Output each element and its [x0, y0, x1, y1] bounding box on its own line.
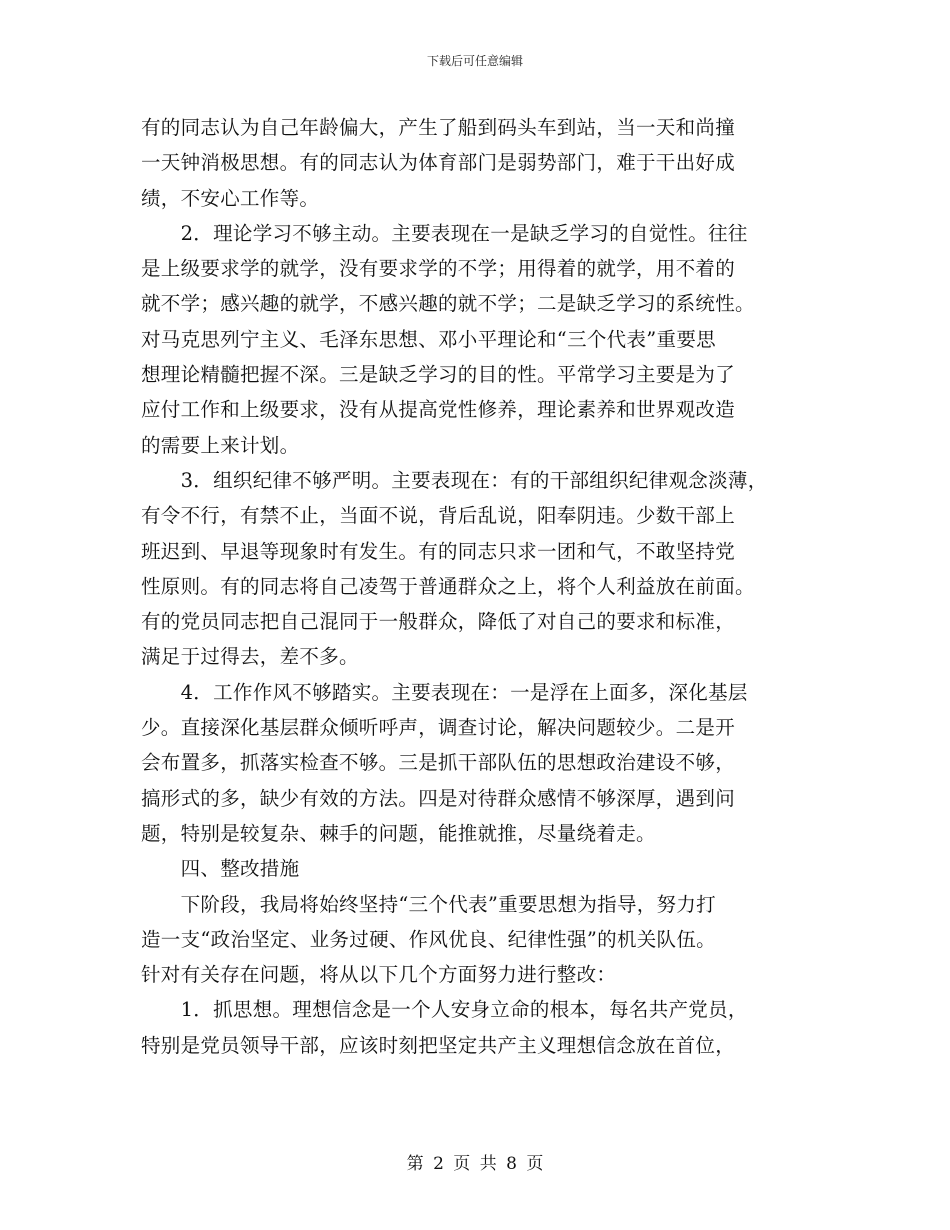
text-line: 性原则。有的同志将自己凌驾于普通群众之上，将个人利益放在前面。 [141, 574, 755, 598]
page-header: 下载后可任意编辑 [426, 54, 523, 68]
text-line: 造一支“政治坚定、业务过硬、作风优良、纪律性强”的机关队伍。 [141, 927, 716, 951]
text-line: 绩，不安心工作等。 [141, 186, 320, 210]
text-line: 有的同志认为自己年龄偏大，产生了船到码头车到站，当一天和尚撞 [141, 116, 736, 139]
text-line: 4．工作作风不够踏实。主要表现在：一是浮在上面多，深化基层 [141, 680, 748, 704]
text-line: 2．理论学习不够主动。主要表现在一是缺乏学习的自觉性。往往 [141, 221, 748, 245]
text-line: 针对有关存在问题，将从以下几个方面努力进行整改： [141, 963, 617, 987]
section-heading: 四、整改措施 [141, 857, 300, 881]
text-line: 有令不行，有禁不止，当面不说，背后乱说，阳奉阴违。少数干部上 [141, 504, 736, 528]
text-line: 班迟到、早退等现象时有发生。有的同志只求一团和气，不敢坚持党 [141, 539, 736, 563]
text-line: 是上级要求学的就学，没有要求学的不学；用得着的就学，用不着的 [141, 257, 736, 281]
text-line: 下阶段，我局将始终坚持“三个代表”重要思想为指导，努力打 [141, 892, 716, 916]
page-number-footer: 第 2 页 共 8 页 [406, 1154, 544, 1174]
text-line: 想理论精髓把握不深。三是缺乏学习的目的性。平常学习主要是为了 [141, 363, 736, 387]
text-line: 的需要上来计划。 [141, 433, 300, 457]
text-line: 有的党员同志把自己混同于一般群众，降低了对自己的要求和标准， [141, 610, 736, 634]
text-line: 1．抓思想。理想信念是一个人安身立命的根本，每名共产党员， [141, 998, 748, 1022]
text-line: 少。直接深化基层群众倾听呼声，调查讨论，解决问题较少。二是开 [141, 716, 736, 740]
text-line: 3．组织纪律不够严明。主要表现在：有的干部组织纪律观念淡薄， [141, 468, 768, 492]
text-line: 对马克思列宁主义、毛泽东思想、邓小平理论和“三个代表”重要思 [141, 327, 716, 351]
text-line: 就不学；感兴趣的就学，不感兴趣的就不学；二是缺乏学习的系统性。 [141, 292, 755, 316]
text-line: 满足于过得去，差不多。 [141, 645, 359, 669]
text-line: 特别是党员领导干部，应该时刻把坚定共产主义理想信念放在首位， [141, 1033, 736, 1057]
text-line: 搞形式的多，缺少有效的方法。四是对待群众感情不够深厚，遇到问 [141, 786, 736, 810]
text-line: 应付工作和上级要求，没有从提高党性修养，理论素养和世界观改造 [141, 398, 736, 422]
document-body [141, 110, 821, 1063]
text-line: 题，特别是较复杂、棘手的问题，能推就推，尽量绕着走。 [141, 821, 656, 845]
text-line: 一天钟消极思想。有的同志认为体育部门是弱势部门，难于干出好成 [141, 151, 736, 175]
text-line: 会布置多，抓落实检查不够。三是抓干部队伍的思想政治建设不够， [141, 751, 736, 775]
